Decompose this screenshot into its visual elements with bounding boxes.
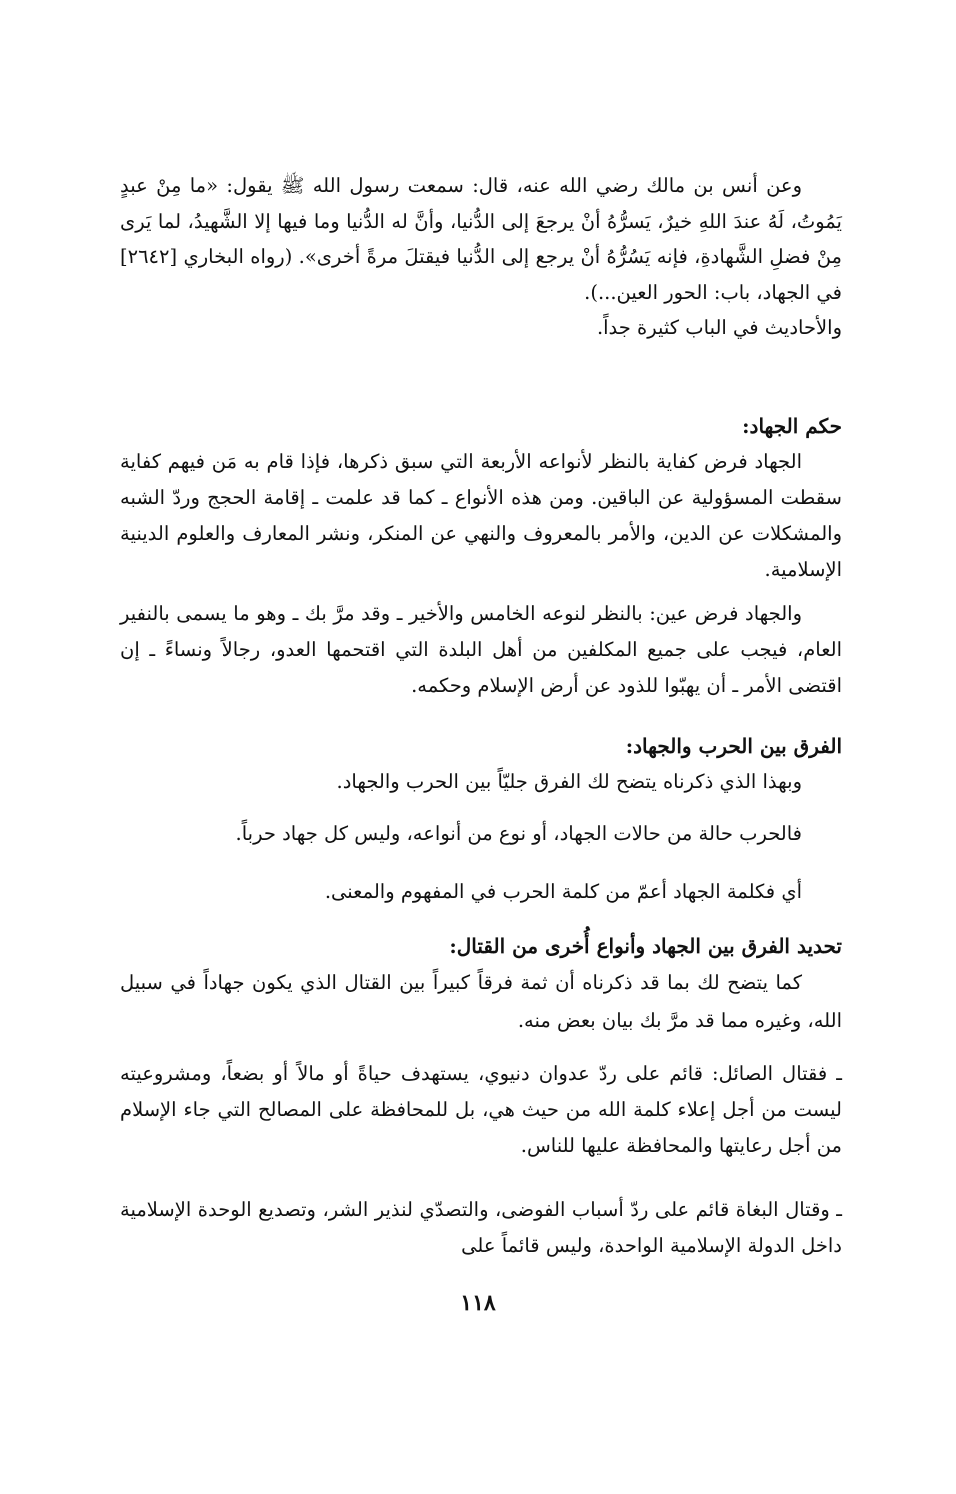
page-number: ١١٨ (460, 1290, 496, 1316)
heading-ruling: حكم الجهاد: (742, 414, 842, 438)
hadith-closing: والأحاديث في الباب كثيرة جداً. (596, 316, 842, 339)
paragraph-bughat: ـ وقتال البغاة قائم على ردّ أسباب الفوضى، والتصدّي لنذير الشر، وتصديع الوحدة الإسلامية داخل الدولة الإسلامية الواحدة، وليس قائماً على (120, 1198, 842, 1257)
paragraph-broader: أي فكلمة الجهاد أعمّ من كلمة الحرب في المفهوم والمعنى. (324, 880, 802, 903)
hadith-text: وعن أنس بن مالك رضي الله عنه، قال: سمعت رسول الله ﷺ يقول: «ما مِنْ عبدٍ يَمُوتُ، لَهُ عندَ اللهِ خيرٌ، يَسرُّهُ أنْ يرجعَ إلى الدُّنيا، وأنَّ له الدُّنيا وما فيها إلا الشَّهيدُ، لما يَرى مِنْ فضلِ الشَّهادةِ، فإنه يَسُرُّهُ أنْ يرجع إلى الدُّنيا فيقتلَ مرةً أخرى». (رواه البخاري [٢٦٤٢] في الجهاد، باب: الحور العين...). (120, 174, 842, 304)
paragraph-distinction: كما يتضح لك بما قد ذكرناه أن ثمة فرقاً كبيراً بين القتال الذي يكون جهاداً في سبيل الله، وغيره مما قد مرَّ بك بيان بعض منه. (120, 971, 842, 1032)
heading-other-fighting: تحديد الفرق بين الجهاد وأنواع أُخرى من القتال: (449, 934, 842, 958)
heading-war-jihad: الفرق بين الحرب والجهاد: (625, 734, 842, 758)
paragraph-bughat-block (120, 1192, 842, 1264)
paragraph-sail-block (120, 1056, 842, 1164)
paragraph-kifaya: الجهاد فرض كفاية بالنظر لأنواعه الأربعة التي سبق ذكرها، فإذا قام به مَن فيهم كفاية سقطت المسؤولية عن الباقين. ومن هذه الأنواع ـ كما قد علمت ـ إقامة الحجج وردّ الشبه والمشكلات عن الدين، والأمر بالمعروف والنهي عن المنكر، ونشر المعارف والعلوم الدينية الإسلامية. (120, 450, 842, 581)
paragraph-broader-block (120, 874, 842, 910)
paragraph-ayn: والجهاد فرض عين: بالنظر لنوعه الخامس والأخير ـ وقد مرَّ بك ـ وهو ما يسمى بالنفير العام، فيجب على جميع المكلفين من أهل البلدة التي اقتحمها العدو، رجالاً ونساءً ـ إن اقتضى الأمر ـ أن يهبّوا للذود عن أرض الإسلام وحكمه. (120, 602, 842, 697)
paragraph-war-state-block (120, 816, 842, 852)
paragraph-sail: ـ فقتال الصائل: قائم على ردّ عدوان دنيوي، يستهدف حياةً أو مالاً أو بضعاً، ومشروعيته ليست من أجل إعلاء كلمة الله من حيث هي، بل للمحافظة على المصالح التي جاء الإسلام من أجل رعايتها والمحافظة عليها للناس. (120, 1062, 842, 1157)
paragraph-war-state: فالحرب حالة من حالات الجهاد، أو نوع من أنواعه، وليس كل جهاد حرباً. (235, 822, 802, 845)
section-war-jihad (120, 728, 842, 800)
section-ruling (120, 408, 842, 588)
section-other-fighting (120, 928, 842, 1040)
paragraph-hadith (120, 168, 842, 346)
paragraph-ayn-block (120, 596, 842, 704)
paragraph-clarity: وبهذا الذي ذكرناه يتضح لك الفرق جليّاً بين الحرب والجهاد. (336, 770, 802, 793)
